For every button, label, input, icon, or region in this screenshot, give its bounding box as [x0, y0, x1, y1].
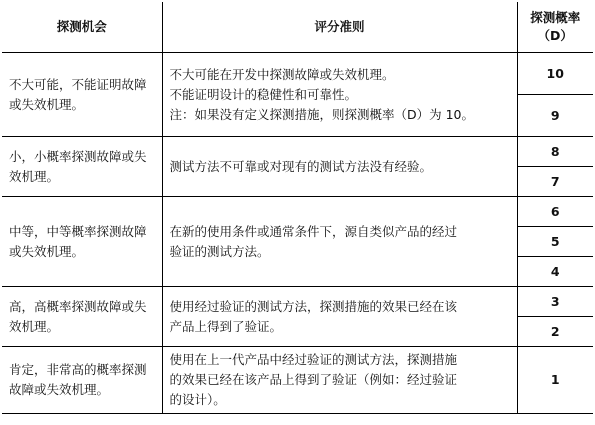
opportunity-cell: 高，高概率探测故障或失效机理。: [2, 287, 162, 347]
criteria-line: 在新的使用条件或通常条件下，源自类似产品的经过: [169, 223, 458, 239]
rank-cell: 7: [517, 167, 593, 197]
header-opportunity: 探测机会: [2, 2, 162, 53]
rank-cell: 4: [517, 257, 593, 287]
criteria-cell: [162, 53, 517, 137]
header-criteria: 评分准则: [162, 2, 517, 53]
detection-rating-table: [2, 2, 593, 414]
criteria-cell: [162, 287, 517, 347]
header-rank: [517, 2, 593, 53]
criteria-cell: [162, 347, 517, 414]
table-row: [2, 287, 593, 317]
criteria-cell: [162, 137, 517, 197]
criteria-line: 验证的测试方法。: [169, 243, 270, 259]
rank-cell: 1: [517, 347, 593, 414]
criteria-line: 注：如果没有定义探测措施，则探测概率（D）为 10。: [169, 106, 475, 122]
criteria-line: 使用经过验证的测试方法，探测措施的效果已经在该: [169, 298, 458, 314]
criteria-cell: [162, 197, 517, 287]
header-row: [2, 2, 593, 53]
criteria-line: 不大可能在开发中探测故障或失效机理。: [169, 66, 395, 82]
opportunity-cell: 中等，中等概率探测故障或失效机理。: [2, 197, 162, 287]
criteria-line: 测试方法不可靠或对现有的测试方法没有经验。: [169, 158, 433, 174]
table-row: [2, 197, 593, 227]
rank-cell: 9: [517, 95, 593, 137]
criteria-line: 的效果已经在该产品上得到了验证（例如：经过验证: [169, 372, 458, 387]
opportunity-cell: 不大可能，不能证明故障或失效机理。: [2, 53, 162, 137]
rank-cell: 6: [517, 197, 593, 227]
criteria-line: 的设计）。: [169, 392, 226, 407]
opportunity-cell: 肯定，非常高的概率探测故障或失效机理。: [2, 347, 162, 414]
rank-cell: 2: [517, 317, 593, 347]
rank-cell: 8: [517, 137, 593, 167]
table-row: [2, 53, 593, 95]
table-row: [2, 347, 593, 414]
header-rank-line2: （D）: [537, 28, 573, 43]
criteria-line: 不能证明设计的稳健性和可靠性。: [169, 86, 358, 102]
opportunity-cell: 小，小概率探测故障或失效机理。: [2, 137, 162, 197]
criteria-line: 产品上得到了验证。: [169, 318, 283, 334]
rank-cell: 10: [546, 65, 564, 81]
table-row: [2, 137, 593, 167]
header-rank-line1: 探测概率: [530, 10, 581, 25]
rank-cell: 3: [517, 287, 593, 317]
criteria-line: 使用在上一代产品中经过验证的测试方法，探测措施: [169, 352, 458, 367]
rank-cell: 5: [517, 227, 593, 257]
